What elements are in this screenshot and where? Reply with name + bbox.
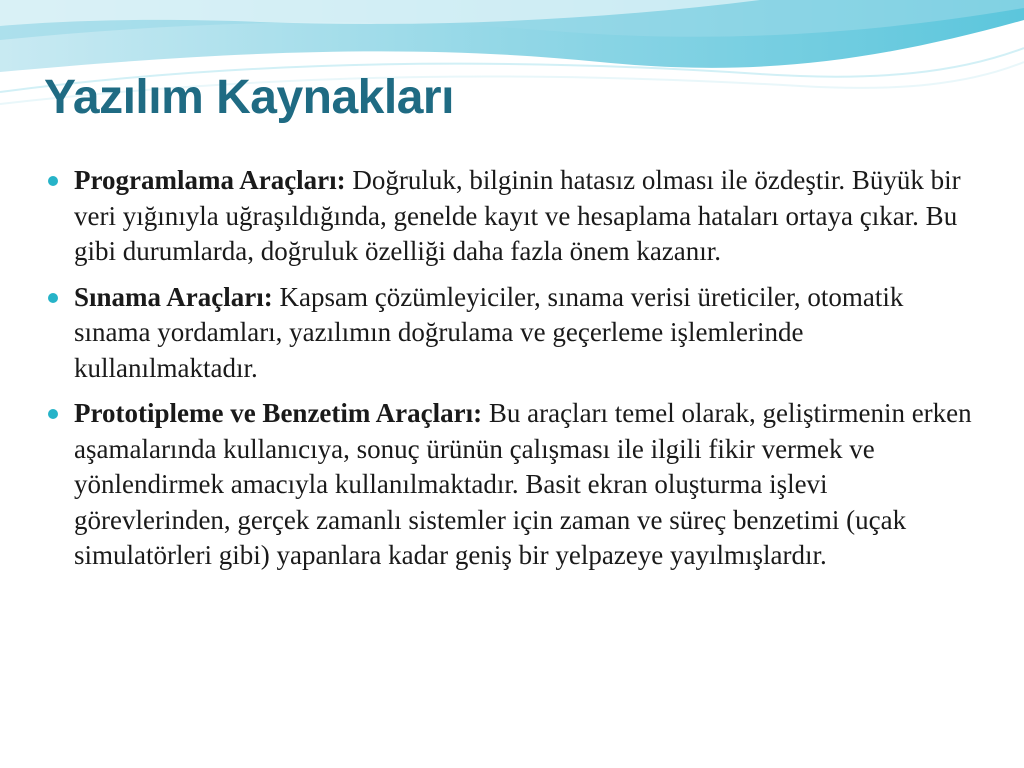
bullet-term: Sınama Araçları: (74, 281, 280, 312)
bullet-dot-icon (48, 293, 58, 303)
bullet-text: Bu araçları temel olarak, geliştirmenin erken aşamalarında kullanıcıya, sonuç ürünün çalışması ile ilgili fikir vermek ve yönlendirmek amacıyla kullanılmaktadır. Basit ekran oluşturma işlevi görevlerinden, gerçek zamanlı sistemler için zaman ve süreç benzetimi (uçak simulatörleri gibi) yapanlara kadar geniş bir yelpazeye yayılmışlardır. (74, 398, 972, 570)
bullet-text: Doğruluk, bilginin hatasız olması ile özdeştir. Büyük bir veri yığınıyla uğraşıldığında, genelde kayıt ve hesaplama hataları ortaya çıkar. Bu gibi durumlarda, doğruluk özelliği daha fazla önem kazanır. (74, 165, 961, 266)
bullet-list (48, 163, 978, 584)
slide-title: Yazılım Kaynakları (44, 71, 454, 124)
bullet-dot-icon (48, 176, 58, 186)
bullet-item-programming-tools (48, 163, 978, 270)
bullet-item-prototyping-tools (48, 396, 978, 574)
bullet-term: Programlama Araçları: (74, 165, 353, 195)
bullet-text: Kapsam çözümleyiciler, sınama verisi üreticiler, otomatik sınama yordamları, yazılımın doğrulama ve geçerleme işlemlerinde kullanılmaktadır. (74, 281, 904, 383)
bullet-item-testing-tools (48, 280, 978, 387)
bullet-dot-icon (48, 409, 58, 419)
bullet-term: Prototipleme ve Benzetim Araçları: (74, 398, 489, 428)
